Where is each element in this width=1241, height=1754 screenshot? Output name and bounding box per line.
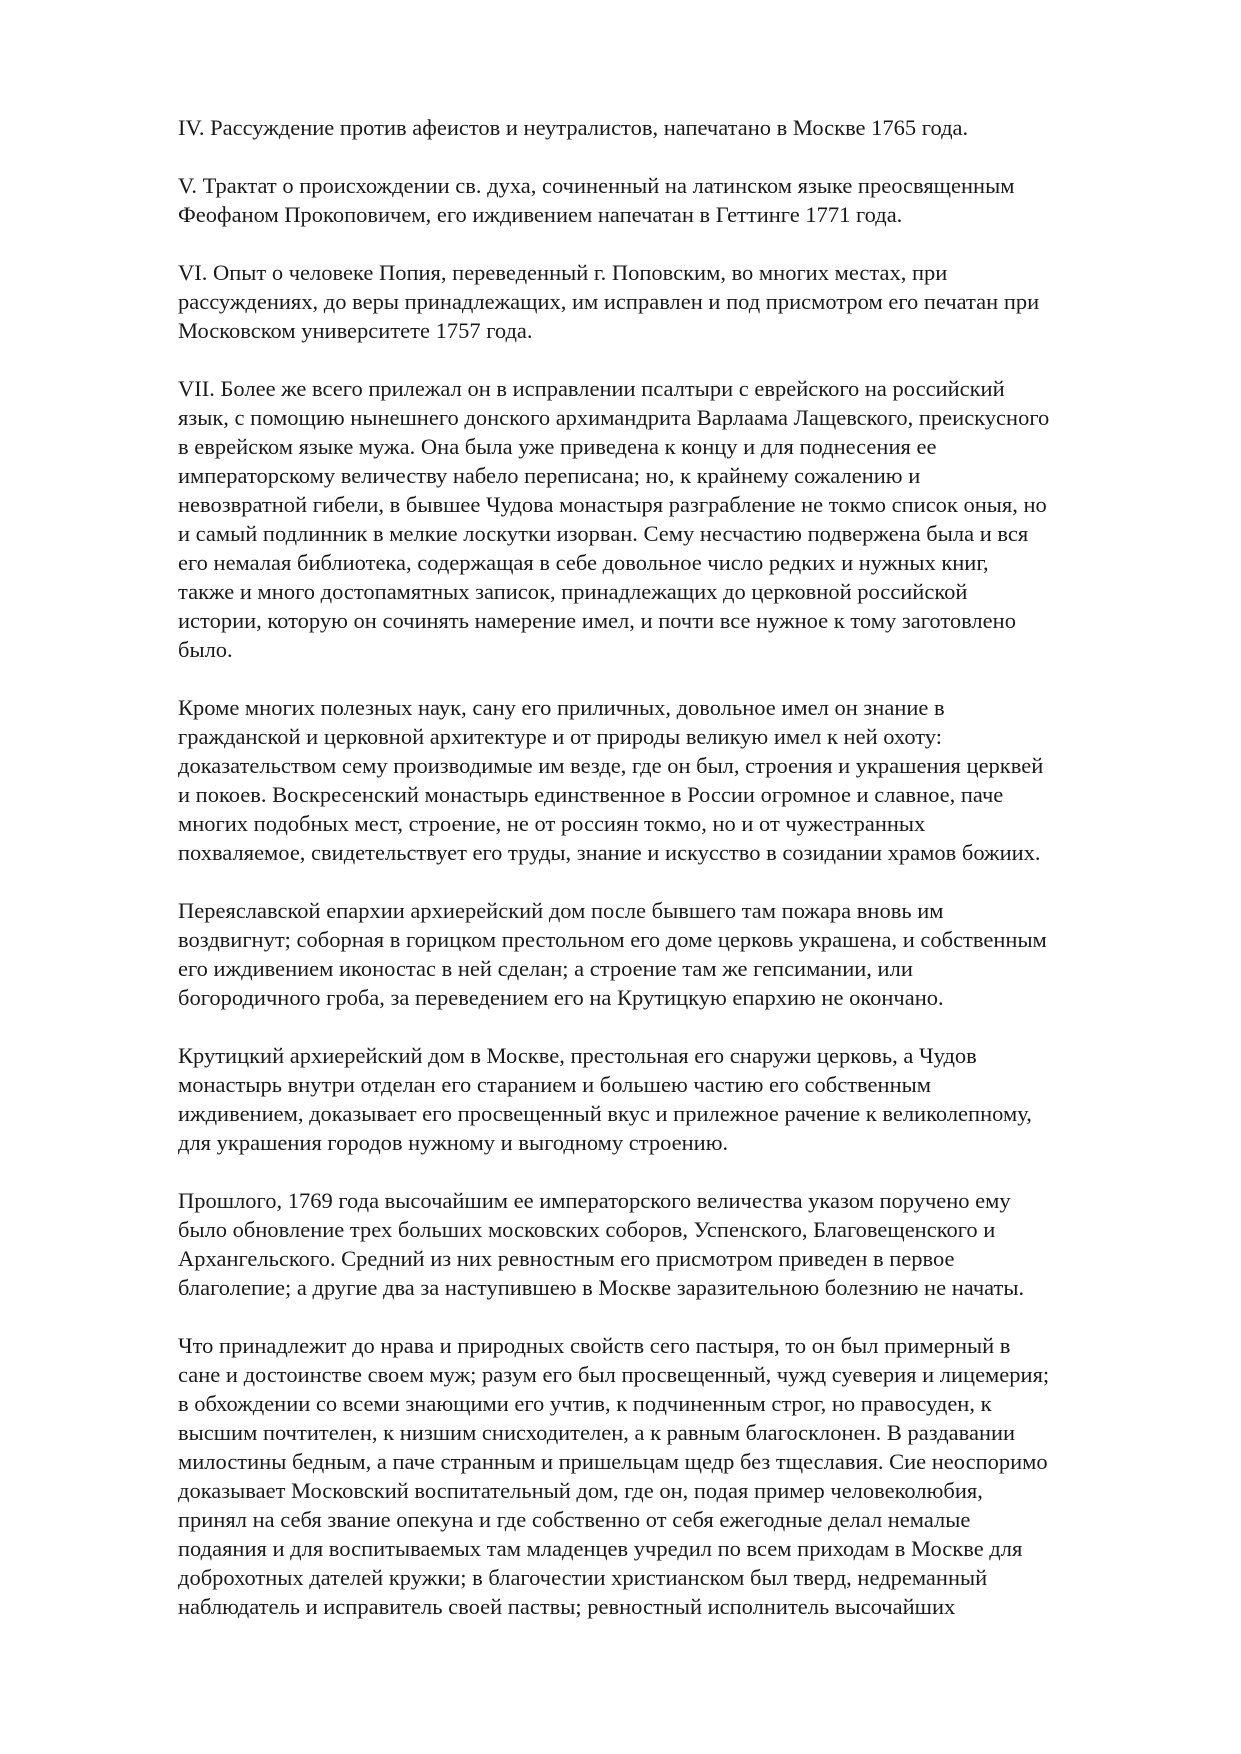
text-line: доказывает Московский воспитательный дом, где он, подая пример человеколюбия, (178, 1478, 983, 1503)
text-line: богородичного гроба, за переведением его на Крутицкую епархию не окончано. (178, 985, 944, 1010)
document-page (178, 113, 1178, 1650)
text-line: Феофаном Прокоповичем, его иждивением напечатан в Геттинге 1771 года. (178, 202, 903, 227)
paragraph-pereyaslavl (178, 896, 1178, 1012)
text-line: императорскому величеству набело переписана; но, к крайнему сожалению и (178, 463, 921, 488)
paragraph-item-iv (178, 113, 1178, 142)
text-line: его иждивением иконостас в ней сделан; а строение там же гепсимании, или (178, 956, 913, 981)
text-line: невозвратной гибели, в бывшее Чудова монастыря разграбление не токмо список оныя, но (178, 492, 1047, 517)
text-line: доказательством сему производимые им везде, где он был, строения и украшения церквей (178, 753, 1044, 778)
text-line: VI. Опыт о человеке Попия, переведенный г. Поповским, во многих местах, при (178, 260, 948, 285)
text-line: похваляемое, свидетельствует его труды, знание и искусство в созидании храмов божиих. (178, 840, 1041, 865)
text-line: Архангельского. Средний из них ревностным его присмотром приведен в первое (178, 1246, 955, 1271)
text-line: IV. Рассуждение против афеистов и неутралистов, напечатано в Москве 1765 года. (178, 115, 969, 140)
text-line: истории, которую он сочинять намерение имел, и почти все нужное к тому заготовлено (178, 608, 1016, 633)
text-line: Переяславской епархии архиерейский дом после бывшего там пожара вновь им (178, 898, 944, 923)
text-line: монастырь внутри отделан его старанием и большею частию его собственным (178, 1072, 931, 1097)
text-line: для украшения городов нужному и выгодному строению. (178, 1130, 729, 1155)
text-line: гражданской и церковной архитектуре и от природы великую имел к ней охоту: (178, 724, 943, 749)
text-line: Что принадлежит до нрава и природных свойств сего пастыря, то он был примерный в (178, 1333, 1011, 1358)
paragraph-item-vi (178, 258, 1178, 345)
text-line: многих подобных мест, строение, не от россиян токмо, но и от чужестранных (178, 811, 926, 836)
paragraph-architecture (178, 693, 1178, 867)
text-line: благолепие; а другие два за наступившею в Москве заразительною болезнию не начаты. (178, 1275, 1025, 1300)
text-line: язык, с помощию нынешнего донского архимандрита Варлаама Лащевского, преискусного (178, 405, 1050, 430)
text-line: VII. Более же всего прилежал он в исправлении псалтыри с еврейского на российский (178, 376, 1005, 401)
text-line: V. Трактат о происхождении св. духа, сочиненный на латинском языке преосвященным (178, 173, 1015, 198)
text-line: сане и достоинстве своем муж; разум его был просвещенный, чужд суеверия и лицемерия; (178, 1362, 1050, 1387)
text-line: рассуждениях, до веры принадлежащих, им исправлен и под присмотром его печатан при (178, 289, 1040, 314)
text-line: Московском университете 1757 года. (178, 318, 533, 343)
paragraph-character (178, 1331, 1178, 1621)
text-line: и самый подлинник в мелкие лоскутки изорван. Сему несчастию подвержена была и вся (178, 521, 1029, 546)
paragraph-krutitsy (178, 1041, 1178, 1157)
text-line: его немалая библиотека, содержащая в себе довольное число редких и нужных книг, (178, 550, 989, 575)
text-line: и покоев. Воскресенский монастырь единственное в России огромное и славное, паче (178, 782, 1004, 807)
text-line: милостины бедным, а паче странным и пришельцам щедр без тщеславия. Сие неоспоримо (178, 1449, 1048, 1474)
text-line: Прошлого, 1769 года высочайшим ее императорского величества указом поручено ему (178, 1188, 1011, 1213)
text-line: иждивением, доказывает его просвещенный вкус и прилежное рачение к великолепному, (178, 1101, 1032, 1126)
text-line: Кроме многих полезных наук, сану его приличных, довольное имел он знание в (178, 695, 945, 720)
text-line: в еврейском языке мужа. Она была уже приведена к концу и для поднесения ее (178, 434, 937, 459)
text-line: подаяния и для воспитываемых там младенцев учредил по всем приходам в Москве для (178, 1536, 1023, 1561)
text-line: было обновление трех больших московских соборов, Успенского, Благовещенского и (178, 1217, 996, 1242)
text-line: воздвигнут; соборная в горицком престольном его доме церковь украшена, и собственным (178, 927, 1047, 952)
paragraph-year-1769 (178, 1186, 1178, 1302)
text-line: высшим почтителен, к низшим снисходителен, а к равным благосклонен. В раздавании (178, 1420, 1016, 1445)
text-line: также и много достопамятных записок, принадлежащих до церковной российской (178, 579, 968, 604)
text-line: было. (178, 637, 233, 662)
paragraph-item-v (178, 171, 1178, 229)
text-line: наблюдатель и исправитель своей паствы; ревностный исполнитель высочайших (178, 1594, 956, 1619)
paragraph-item-vii (178, 374, 1178, 664)
text-line: в обхождении со всеми знающими его учтив, к подчиненным строг, но правосуден, к (178, 1391, 992, 1416)
text-line: доброхотных дателей кружки; в благочестии христианском был тверд, недреманный (178, 1565, 988, 1590)
text-line: Крутицкий архиерейский дом в Москве, престольная его снаружи церковь, а Чудов (178, 1043, 977, 1068)
text-line: принял на себя звание опекуна и где собственно от себя ежегодные делал немалые (178, 1507, 971, 1532)
